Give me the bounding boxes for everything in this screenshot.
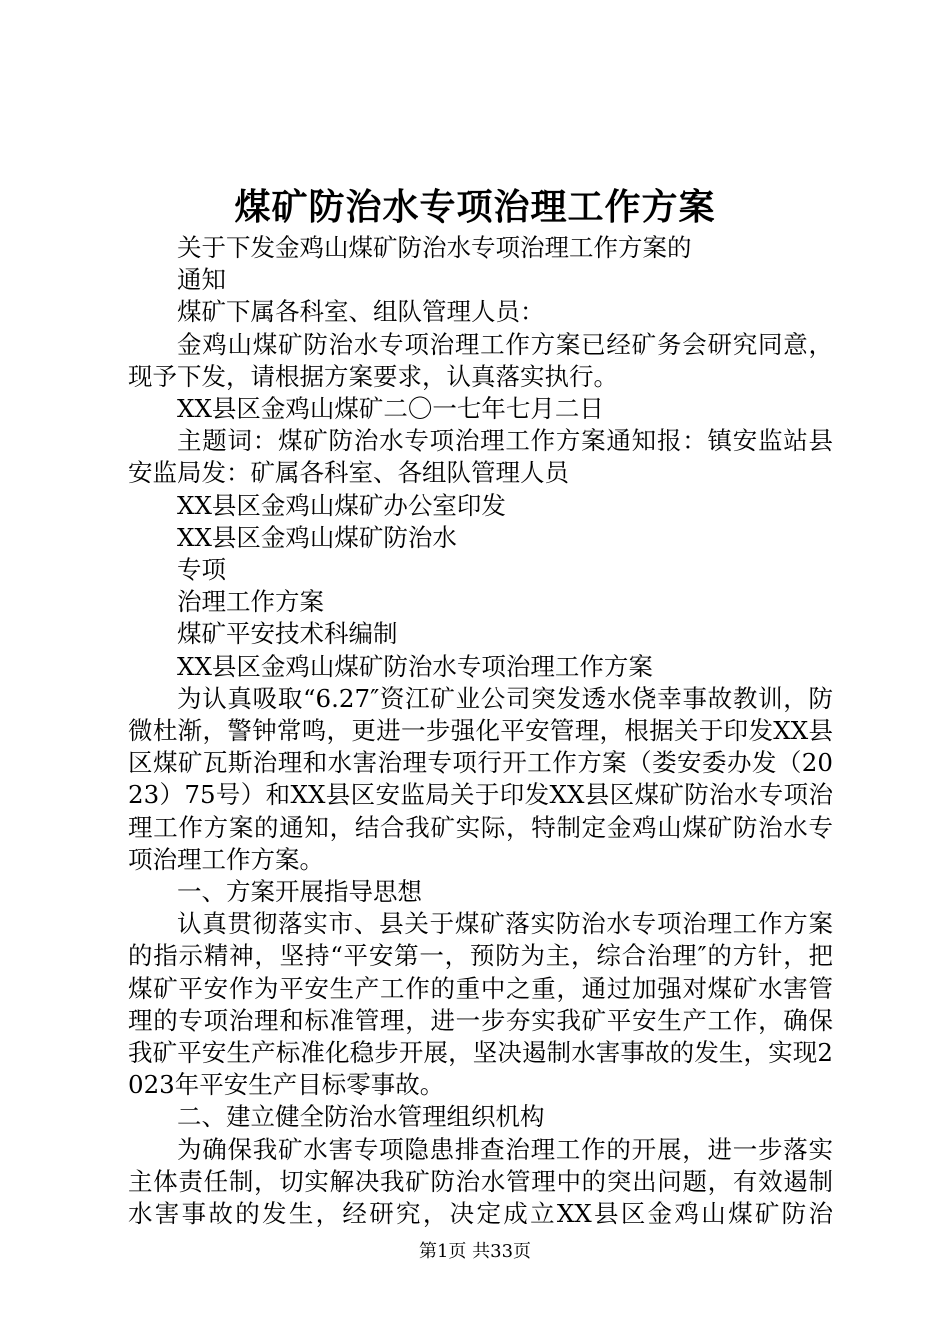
- paragraph-cover-line-1: XX县区金鸡山煤矿防治水: [177, 522, 457, 552]
- document-title: 煤矿防治水专项治理工作方案: [234, 186, 716, 228]
- paragraph-printed-by: XX县区金鸡山煤矿办公室印发: [177, 490, 506, 520]
- paragraph-notice-heading-cont: 通知: [177, 265, 226, 295]
- paragraph-notice-heading: 关于下发金鸡山煤矿防治水专项治理工作方案的: [177, 233, 692, 262]
- paragraph-guiding-ideas: 认真贯彻落实市、县关于煤矿落实防治水专项治理工作方案的指示精神，坚持“平安第一，预防为主，综合治理″的方针，把煤矿平安作为平安生产工作的重中之重，通过加强对煤矿水害管理的专项治理和标准管理，进一步夯实我矿平安生产工作，确保我矿平安生产标准化稳步开展，坚决遏制水害事故的发生，实现2023年平安生产目标零事故。: [128, 909, 833, 1100]
- paragraph-plan-title: XX县区金鸡山煤矿防治水专项治理工作方案: [177, 651, 653, 681]
- paragraph-recipients: 煤矿下属各科室、组队管理人员：: [177, 297, 545, 327]
- paragraph-approval: 金鸡山煤矿防治水专项治理工作方案已经矿务会研究同意，现予下发，请根据方案要求，认真落实执行。: [128, 329, 833, 391]
- paragraph-subject-words: 主题词：煤矿防治水专项治理工作方案通知报：镇安监站县安监局发：矿属各科室、各组队管理人员: [128, 426, 833, 488]
- paragraph-intro: 为认真吸取“6.27″资江矿业公司突发透水侥幸事故教训，防微杜渐，警钟常鸣，更进一步强化平安管理，根据关于印发XX县区煤矿瓦斯治理和水害治理专项行开工作方案（娄安委办发（2023）75号）和XX县区安监局关于印发XX县区煤矿防治水专项治理工作方案的通知，结合我矿实际，特制定金鸡山煤矿防治水专项治理工作方案。: [128, 683, 833, 874]
- section-heading-1: 一、方案开展指导思想: [177, 877, 422, 907]
- document-body: [128, 232, 833, 1230]
- paragraph-cover-line-3: 治理工作方案: [177, 587, 324, 617]
- paragraph-compiled-by: 煤矿平安技术科编制: [177, 619, 398, 649]
- page-footer: 第1页 共33页: [418, 1241, 532, 1262]
- paragraph-cover-line-2: 专项: [177, 555, 226, 585]
- section-heading-2: 二、建立健全防治水管理组织机构: [177, 1102, 545, 1132]
- paragraph-organization: 为确保我矿水害专项隐患排查治理工作的开展，进一步落实主体责任制，切实解决我矿防治水管理中的突出问题，有效遏制水害事故的发生，经研究，决定成立XX县区金鸡山煤矿防治: [128, 1134, 833, 1229]
- paragraph-issuer-date: XX县区金鸡山煤矿二〇一七年七月二日: [177, 394, 604, 424]
